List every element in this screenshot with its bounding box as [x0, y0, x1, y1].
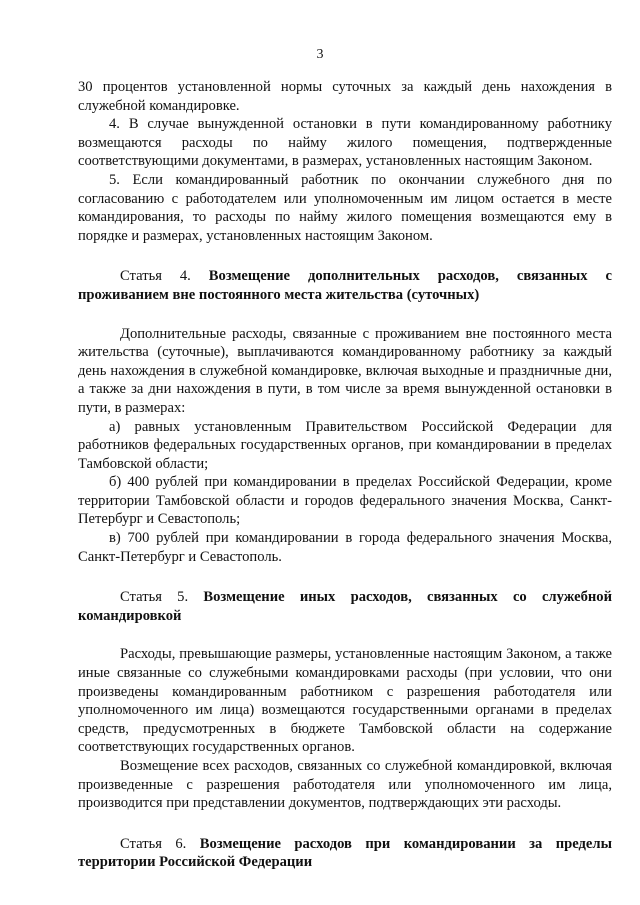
paragraph: 30 процентов установленной нормы суточных за каждый день нахождения в служебной командировке. — [78, 79, 612, 114]
list-item: б) 400 рублей при командировании в пределах Российской Федерации, кроме территории Тамбовской области и городов федерального значения Москва, Санкт-Петербург и Севастополь; — [78, 474, 612, 528]
paragraph: Возмещение всех расходов, связанных со служебной командировкой, включая произведенные с разрешения работодателя или уполномоченного им лица, производится при представлении документов, подтверждающих эти расходы. — [78, 758, 612, 812]
paragraph: 4. В случае вынужденной остановки в пути командированному работнику возмещаются расходы по найму жилого помещения, подтвержденные соответствующими документами, в размерах, установленных настоящим Законом. — [78, 116, 612, 170]
paragraph: 5. Если командированный работник по окончании служебного дня по согласованию с работодателем или уполномоченным им лицом остается в месте командирования, то расходы по найму жилого помещения возмещаются ему в порядке и размерах, установленных настоящим Законом. — [78, 171, 612, 244]
article-5-title: Возмещение иных расходов, связанных со служебной командировкой — [78, 589, 612, 624]
article-6-label: Статья 6. — [120, 835, 187, 852]
article-4-heading — [78, 267, 612, 304]
article-4-title: Возмещение дополнительных расходов, связанных с проживанием вне постоянного места жительства (суточных) — [78, 268, 612, 303]
article-6-title: Возмещение расходов при командировании за пределы территории Российской Федерации — [78, 835, 612, 871]
paragraph: Расходы, превышающие размеры, установленные настоящим Законом, а также иные связанные со служебными командировками расходы (при условии, что они произведены командированным работником с разрешения работодателя или уполномоченного им лица) возмещаются государственными органами в пределах средств, предусмотренных в бюджете Тамбовской области на содержание соответствующих государственных органов. — [78, 646, 612, 756]
article-5-heading — [78, 588, 612, 625]
document-body — [78, 78, 612, 872]
article-6-heading — [78, 835, 612, 872]
article-4-label: Статья 4. — [120, 268, 191, 285]
list-item: а) равных установленным Правительством Российской Федерации для работников федеральных государственных органов, при командировании в пределах Тамбовской области; — [78, 418, 612, 472]
paragraph: Дополнительные расходы, связанные с проживанием вне постоянного места жительства (суточные), выплачиваются командированному работнику за каждый день нахождения в служебной командировке, включая выходные и праздничные дни, а также за дни нахождения в пути, в том числе за время вынужденной остановки в пути, в размерах: — [78, 325, 612, 416]
list-item: в) 700 рублей при командировании в города федерального значения Москва, Санкт-Петербург и Севастополь. — [78, 530, 612, 565]
article-5-label: Статья 5. — [120, 589, 189, 606]
page-number: 3 — [316, 47, 324, 62]
